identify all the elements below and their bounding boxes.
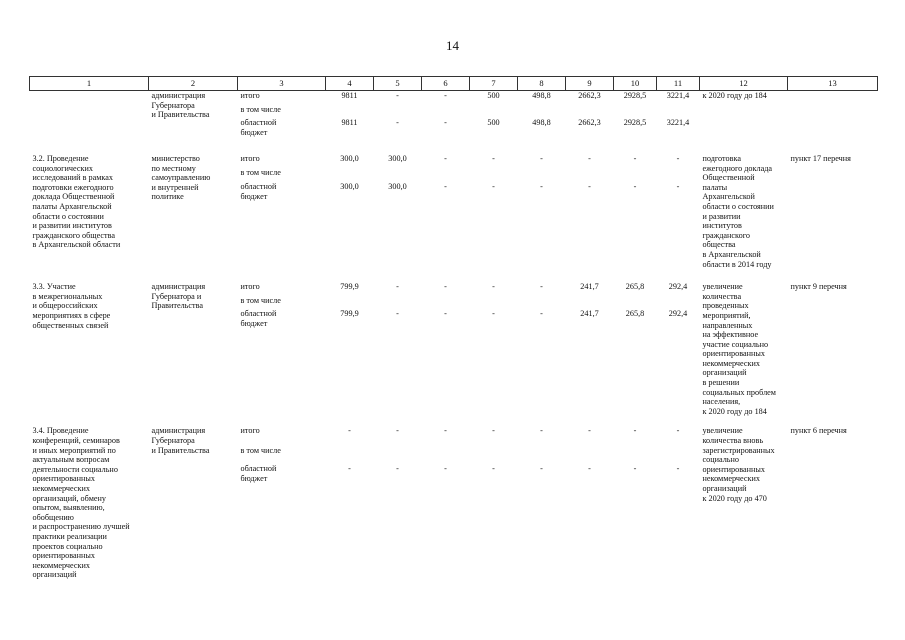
- amount-value: -: [633, 182, 637, 191]
- amount-cell: [374, 91, 422, 141]
- expected-result: [700, 91, 788, 141]
- funding-source-label: в том числе: [240, 296, 281, 306]
- amount-value: -: [588, 182, 591, 191]
- activity-name: [30, 282, 149, 416]
- table-body: [30, 91, 878, 580]
- list-reference-text: пункт 9 перечня: [790, 282, 847, 292]
- row-spacer: [30, 140, 878, 154]
- amount-value: 500: [487, 118, 500, 127]
- amount-cell: [657, 91, 700, 141]
- amount-value: [377, 446, 419, 464]
- amount-value: -: [540, 182, 543, 191]
- amount-value: -: [444, 282, 447, 292]
- amount-value: 799,9: [340, 282, 359, 292]
- amount-value: -: [396, 464, 399, 474]
- amount-value: -: [540, 464, 543, 474]
- amount-value: 2662,3: [578, 118, 601, 127]
- amount-value: [569, 168, 611, 182]
- executor-text: администрация Губернатора и Правительства: [151, 91, 210, 120]
- amount-value: [329, 168, 371, 182]
- amount-value: [329, 105, 371, 118]
- amount-cell: [422, 426, 470, 580]
- amount-value: -: [444, 182, 447, 191]
- column-header: 3: [238, 77, 326, 91]
- expected-result: [700, 154, 788, 269]
- amount-value: [569, 446, 611, 464]
- amount-cell: [518, 91, 566, 141]
- amount-value: [473, 105, 515, 118]
- amount-value: 300,0: [388, 182, 407, 191]
- amount-value: 3221,4: [666, 118, 690, 127]
- amount-value: 500: [487, 91, 500, 100]
- amount-value: [521, 446, 563, 464]
- amount-cell: [518, 282, 566, 416]
- amount-value: -: [676, 426, 680, 436]
- activity-name-text: 3.3. Участие в межрегиональных и общероссийских мероприятиях в сфере общественных связей: [32, 282, 111, 330]
- column-header: 11: [657, 77, 700, 91]
- amount-value: [473, 296, 515, 309]
- amount-cell: [374, 282, 422, 416]
- column-header: 5: [374, 77, 422, 91]
- amount-cell: [326, 154, 374, 269]
- column-header: 2: [149, 77, 238, 91]
- amount-cell: [566, 426, 614, 580]
- funding-source-label: областной бюджет: [240, 309, 277, 328]
- amount-cell: [566, 91, 614, 141]
- amount-cell: [470, 91, 518, 141]
- amount-value: 265,8: [625, 282, 645, 292]
- row-spacer: [30, 416, 878, 426]
- funding-source-label: областной бюджет: [240, 464, 277, 484]
- funding-source-label: итого: [240, 426, 260, 436]
- amount-value: -: [676, 464, 680, 474]
- list-reference: [788, 154, 878, 269]
- column-header: 13: [788, 77, 878, 91]
- amount-value: [617, 105, 654, 118]
- amount-value: 2662,3: [578, 91, 601, 100]
- amount-cell: [614, 426, 657, 580]
- amount-cell: [614, 154, 657, 269]
- column-header: 10: [614, 77, 657, 91]
- amount-value: 9811: [341, 118, 358, 127]
- amount-value: -: [588, 464, 591, 474]
- amount-value: -: [396, 309, 399, 319]
- funding-source-label: итого: [240, 282, 260, 292]
- activity-name: [30, 154, 149, 269]
- amount-value: [521, 296, 563, 309]
- funding-source-label: в том числе: [240, 105, 281, 114]
- amount-cell: [374, 426, 422, 580]
- amount-value: -: [396, 118, 399, 127]
- amount-value: -: [444, 464, 447, 474]
- amount-value: -: [492, 309, 495, 319]
- page-number: 14: [446, 38, 459, 53]
- amount-cell: [470, 426, 518, 580]
- executor: [149, 154, 238, 269]
- amount-value: 2928,5: [623, 118, 647, 127]
- activity-name-text: 3.2. Проведение социологических исследований в рамках подготовки ежегодного доклада Общественной палаты Архангельской области о состоянии и развитии институтов гражданского общества в Архангельской области: [32, 154, 121, 250]
- executor: [149, 91, 238, 141]
- expected-result: [700, 426, 788, 580]
- amount-value: 241,7: [580, 282, 599, 292]
- amount-value: [473, 168, 515, 182]
- list-reference-text: пункт 17 перечня: [790, 154, 851, 163]
- amount-value: 799,9: [340, 309, 359, 319]
- amount-value: [617, 168, 654, 182]
- amount-value: 265,8: [625, 309, 645, 319]
- amount-value: 241,7: [580, 309, 599, 319]
- amount-value: -: [444, 154, 447, 163]
- amount-value: [377, 168, 419, 182]
- amount-value: [425, 446, 467, 464]
- amount-cell: [518, 154, 566, 269]
- executor-text: министерство по местному самоуправлению и внутренней политике: [151, 154, 211, 202]
- amount-cell: [422, 282, 470, 416]
- amount-value: [329, 446, 371, 464]
- amount-value: [569, 105, 611, 118]
- amount-value: [377, 105, 419, 118]
- amount-cell: [470, 154, 518, 269]
- executor: [149, 282, 238, 416]
- executor-text: администрация Губернатора и Правительства: [151, 282, 206, 311]
- amount-cell: [657, 282, 700, 416]
- amount-value: -: [492, 426, 495, 436]
- amount-cell: [374, 154, 422, 269]
- row-spacer-cell: [30, 140, 878, 154]
- amount-value: -: [396, 91, 399, 100]
- amount-value: -: [540, 426, 543, 436]
- amount-value: [660, 446, 697, 464]
- program-table: [29, 76, 878, 580]
- amount-value: [473, 446, 515, 464]
- column-header: 4: [326, 77, 374, 91]
- funding-sources: [238, 426, 326, 580]
- list-reference: [788, 91, 878, 141]
- executor: [149, 426, 238, 580]
- amount-value: -: [492, 282, 495, 292]
- funding-source-label: итого: [240, 91, 260, 100]
- list-reference: [788, 426, 878, 580]
- amount-value: [660, 168, 697, 182]
- amount-value: 300,0: [340, 154, 359, 163]
- amount-cell: [326, 426, 374, 580]
- amount-cell: [566, 154, 614, 269]
- amount-cell: [614, 282, 657, 416]
- amount-value: 2928,5: [623, 91, 647, 100]
- table-row: [30, 91, 878, 141]
- amount-value: -: [633, 426, 637, 436]
- amount-value: [329, 296, 371, 309]
- amount-value: 292,4: [668, 282, 688, 292]
- column-header: 9: [566, 77, 614, 91]
- column-header: 8: [518, 77, 566, 91]
- amount-value: [377, 296, 419, 309]
- expected-result-text: подготовка ежегодного доклада Общественной палаты Архангельской области о состоянии и развитии институтов гражданского общества в Архангельской области в 2014 году: [702, 154, 774, 269]
- amount-value: -: [676, 154, 680, 163]
- funding-sources: [238, 282, 326, 416]
- amount-value: -: [348, 464, 351, 474]
- expected-result-text: увеличение количества вновь зарегистрированных социально ориентированных некоммерческих организаций к 2020 году до 470: [702, 426, 775, 503]
- amount-cell: [326, 91, 374, 141]
- amount-value: 498,8: [532, 118, 551, 127]
- amount-value: 498,8: [532, 91, 551, 100]
- amount-value: -: [492, 182, 495, 191]
- amount-cell: [657, 154, 700, 269]
- amount-value: -: [444, 118, 447, 127]
- amount-value: [617, 296, 654, 309]
- amount-value: -: [396, 282, 399, 292]
- amount-value: [521, 105, 563, 118]
- amount-value: -: [540, 282, 543, 292]
- list-reference-text: пункт 6 перечня: [790, 426, 847, 436]
- amount-value: -: [492, 464, 495, 474]
- activity-name: [30, 91, 149, 141]
- amount-cell: [614, 91, 657, 141]
- funding-sources: [238, 154, 326, 269]
- amount-value: -: [540, 154, 543, 163]
- expected-result-text: увеличение количества проведенных мероприятий, направленных на эффективное участие социально ориентированных некоммерческих организаций в решении социальных проблем населения, к 2020 году до 184: [702, 282, 776, 416]
- activity-name: [30, 426, 149, 580]
- amount-cell: [422, 91, 470, 141]
- row-spacer-cell: [30, 416, 878, 426]
- expected-result: [700, 282, 788, 416]
- amount-cell: [566, 282, 614, 416]
- amount-value: [425, 105, 467, 118]
- amount-value: 3221,4: [666, 91, 690, 100]
- amount-value: 300,0: [388, 154, 407, 163]
- funding-sources: [238, 91, 326, 141]
- amount-value: -: [633, 464, 637, 474]
- row-spacer: [30, 269, 878, 282]
- expected-result-text: к 2020 году до 184: [702, 91, 767, 100]
- column-header: 7: [470, 77, 518, 91]
- amount-cell: [422, 154, 470, 269]
- amount-value: -: [492, 154, 495, 163]
- amount-value: [425, 296, 467, 309]
- amount-value: -: [444, 426, 447, 436]
- column-number-row: [30, 77, 878, 91]
- amount-value: -: [444, 309, 447, 319]
- amount-cell: [326, 282, 374, 416]
- activity-name-text: 3.4. Проведение конференций, семинаров и иных мероприятий по актуальным вопросам деятельности социально ориентированных некоммерческих организаций, обмену опытом, выявлению, обобщению и распространению лучшей практики реализации проектов социально ориентированных некоммерческих организаций: [32, 426, 130, 580]
- column-header: 1: [30, 77, 149, 91]
- amount-value: -: [444, 91, 447, 100]
- amount-cell: [657, 426, 700, 580]
- amount-value: -: [540, 309, 543, 319]
- executor-text: администрация Губернатора и Правительства: [151, 426, 210, 455]
- amount-value: -: [396, 426, 399, 436]
- table-row: [30, 282, 878, 416]
- column-header: 6: [422, 77, 470, 91]
- column-header: 12: [700, 77, 788, 91]
- amount-value: [660, 105, 697, 118]
- funding-source-label: в том числе: [240, 446, 281, 456]
- amount-value: -: [633, 154, 637, 163]
- table-row: [30, 154, 878, 269]
- amount-value: -: [588, 154, 591, 163]
- amount-value: 292,4: [668, 309, 688, 319]
- amount-value: [617, 446, 654, 464]
- table-row: [30, 426, 878, 580]
- amount-value: -: [588, 426, 591, 436]
- funding-source-label: областной бюджет: [240, 118, 277, 137]
- funding-source-label: областной бюджет: [240, 182, 277, 201]
- amount-cell: [470, 282, 518, 416]
- amount-value: [569, 296, 611, 309]
- amount-value: [425, 168, 467, 182]
- amount-value: -: [676, 182, 680, 191]
- amount-value: 9811: [341, 91, 358, 100]
- amount-cell: [518, 426, 566, 580]
- amount-value: 300,0: [340, 182, 359, 191]
- funding-source-label: итого: [240, 154, 260, 163]
- list-reference: [788, 282, 878, 416]
- funding-source-label: в том числе: [240, 168, 281, 177]
- amount-value: -: [348, 426, 351, 436]
- amount-value: [660, 296, 697, 309]
- amount-value: [521, 168, 563, 182]
- row-spacer-cell: [30, 269, 878, 282]
